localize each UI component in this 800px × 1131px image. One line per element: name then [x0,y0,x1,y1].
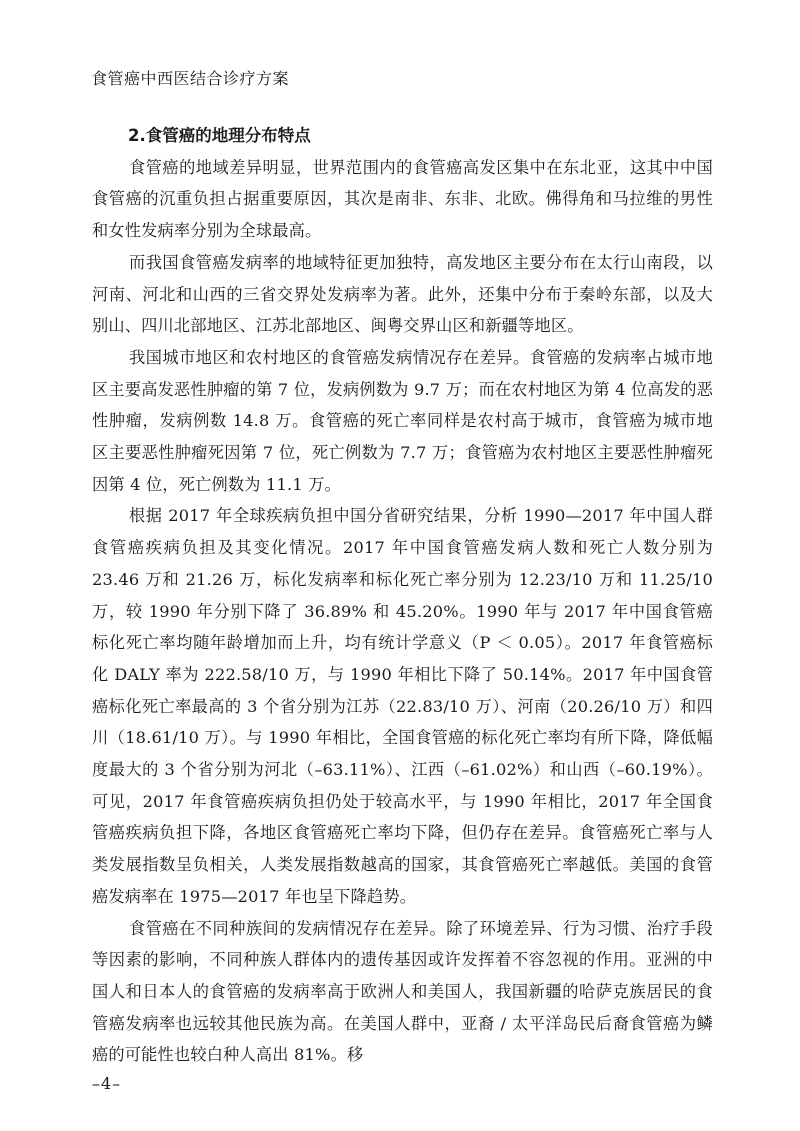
page-number: –4– [92,1074,122,1093]
section-title: 2.食管癌的地理分布特点 [128,126,311,145]
paragraph-urban-rural: 我国城市地区和农村地区的食管癌发病情况存在差异。食管癌的发病率占城市地区主要高发恶性肿瘤的第 7 位，发病例数为 9.7 万；而在农村地区为第 4 位高发的恶性肿瘤，发病例数 14.8 万。食管癌的死亡率同样是农村高于城市，食管癌为城市地区主要恶性肿瘤死因第 7 位，死亡例数为 7.7 万；食管癌为农村地区主要恶性肿瘤死因第 4 位，死亡例数为 11.1 万。 [92,347,713,494]
paragraph-global-distribution: 食管癌的地域差异明显，世界范围内的食管癌高发区集中在东北亚，这其中中国食管癌的沉重负担占据重要原因，其次是南非、东非、北欧。佛得角和马拉维的男性和女性发病率分别为全球最高。 [92,157,713,241]
paragraph-china-regions: 而我国食管癌发病率的地域特征更加独特，高发地区主要分布在太行山南段，以河南、河北和山西的三省交界处发病率为著。此外，还集中分布于秦岭东部，以及大别山、四川北部地区、江苏北部地区、闽粤交界山区和新疆等地区。 [92,252,713,336]
main-content [92,120,713,1071]
paragraph-disease-burden: 根据 2017 年全球疾病负担中国分省研究结果，分析 1990—2017 年中国人群食管癌疾病负担及其变化情况。2017 年中国食管癌发病人数和死亡人数分别为 23.46 万和 21.26 万，标化发病率和标化死亡率分别为 12.23/10 万和 11.25/10 万，较 1990 年分别下降了 36.89% 和 45.20%。1990 年与 2017 年中国食管癌标化死亡率均随年龄增加而上升，均有统计学意义（P ＜ 0.05）。2017 年食管癌标化 DALY 率为 222.58/10 万，与 1990 年相比下降了 50.14%。2017 年中国食管癌标化死亡率最高的 3 个省分别为江苏（22.83/10 万）、河南（20.26/10 万）和四川（18.61/10 万）。与 1990 年相比，全国食管癌的标化死亡率均有所下降，降低幅度最大的 3 个省分别为河北（–63.11%）、江西（–61.02%）和山西（–60.19%）。可见，2017 年食管癌疾病负担仍处于较高水平，与 1990 年相比，2017 年全国食管癌疾病负担下降，各地区食管癌死亡率均下降，但仍存在差异。食管癌死亡率与人类发展指数呈负相关，人类发展指数越高的国家，其食管癌死亡率越低。美国的食管癌发病率在 1975—2017 年也呈下降趋势。 [92,506,713,906]
running-header-title: 食管癌中西医结合诊疗方案 [91,69,290,88]
paragraph-ethnic-differences: 食管癌在不同种族间的发病情况存在差异。除了环境差异、行为习惯、治疗手段等因素的影响，不同种族人群体内的遗传基因或许发挥着不容忽视的作用。亚洲的中国人和日本人的食管癌的发病率高于欧洲人和美国人，我国新疆的哈萨克族居民的食管癌发病率也远较其他民族为高。在美国人群中，亚裔 / 太平洋岛民后裔食管癌为鳞癌的可能性也较白种人高出 81%。移 [92,918,713,1065]
